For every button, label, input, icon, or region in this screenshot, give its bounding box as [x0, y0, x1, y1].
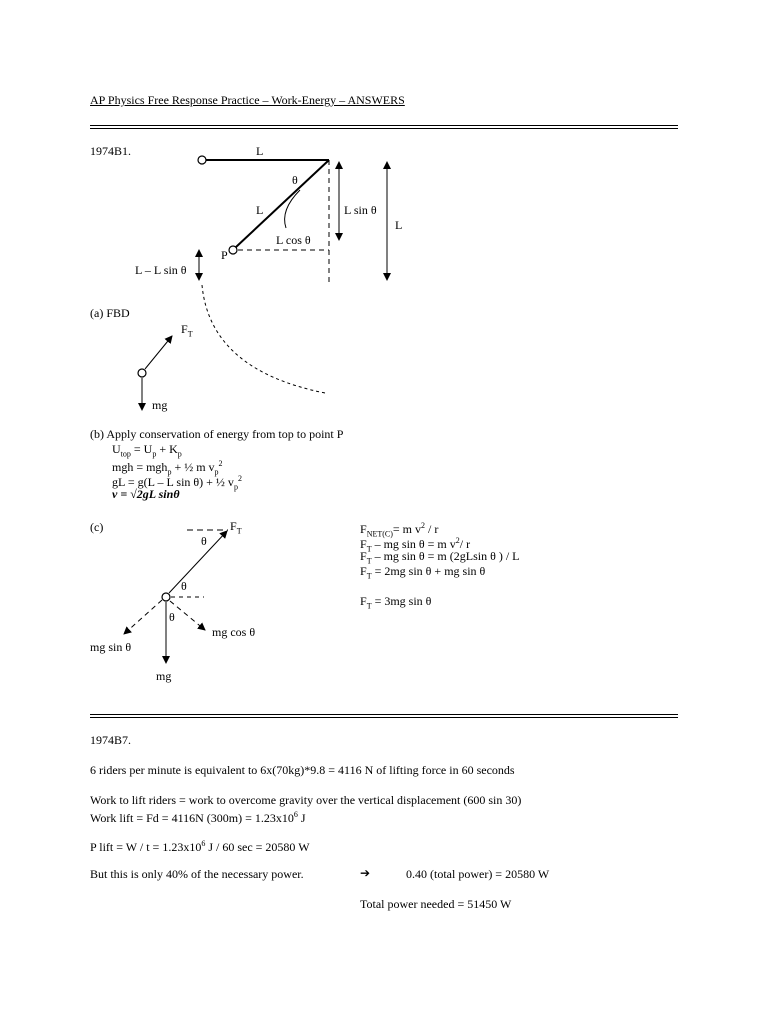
problem2-line-4: P lift = $W / t = 1.23x10^6$ J / 60 sec = 20580 W — [90, 839, 310, 854]
fbd-a-force-bottom: mg — [152, 398, 168, 412]
arrow-icon: ➔ — [360, 866, 371, 880]
page-title: AP Physics Free Response Practice – Work-Energy – ANSWERS — [90, 93, 405, 107]
fbd-c-ft: $F_T$ — [230, 519, 242, 536]
fbd-c-mg: mg — [156, 669, 172, 683]
label-l-top: L — [256, 144, 264, 158]
problem2-line-1: 6 riders per minute is equivalent to 6x(70kg)*9.8 = 4116 N of lifting force in 60 seconds — [90, 763, 515, 777]
label-theta: θ — [292, 173, 298, 187]
fbd-c-theta-2: θ — [181, 579, 187, 593]
label-l-sin: L sin θ — [344, 203, 377, 217]
problem2-line-3: Work lift = Fd = 4116N $(300m) = 1.23x10^6$ J — [90, 810, 306, 825]
pendulum-diagram — [198, 156, 387, 393]
fbd-c-mg-cos: mg cos θ — [212, 625, 256, 639]
part-b-line-3: gL = g(L – L sin θ) + ½ $v_p^2$ — [112, 474, 242, 492]
part-b-line-1: $U_{top} = U_p + K_p$ — [112, 442, 182, 459]
part-c-eq-3: $F_T$ – mg sin θ = m (2gLsin θ ) / L — [360, 549, 520, 566]
problem2-line-6: Total power needed = 51450 W — [360, 897, 512, 911]
part-b-label: (b) Apply conservation of energy from top to point P — [90, 427, 344, 441]
fbd-c — [124, 530, 228, 663]
part-c-eq-4: $F_T = 2mg$ sin θ + mg sin θ — [360, 564, 486, 581]
fbd-c-theta-1: θ — [201, 534, 207, 548]
label-l-rod: L — [256, 203, 264, 217]
label-l-cos: L cos θ — [276, 233, 311, 247]
part-c-eq-5: $F_T = 3mg$ sin θ — [360, 594, 432, 611]
problem2-line-5b: 0.40 (total power) = 20580 W — [406, 867, 550, 881]
part-b-result: v = √2gL sinθ — [112, 487, 180, 501]
part-b-line-2: mgh = mgh$_p$ + ½ m $v_p^2$ — [112, 459, 223, 477]
divider-mid-2 — [90, 717, 678, 718]
fbd-c-theta-3: θ — [169, 610, 175, 624]
divider-mid-1 — [90, 714, 678, 715]
part-c-eq-1: $F_{NET(C)}= m$ $v^2$ / r — [360, 521, 439, 539]
part-a-label: (a) FBD — [90, 306, 130, 320]
label-l-minus: L – L sin θ — [135, 263, 187, 277]
point-p-circle — [229, 246, 237, 254]
problem-id-1974b1: 1974B1. — [90, 144, 132, 158]
part-c-label: (c) — [90, 520, 104, 534]
label-p: P — [221, 248, 228, 262]
fbd-a-force-top: $F_T$ — [181, 322, 193, 339]
part-c-eq-2: $F_T$ – mg sin θ = m $v^2/$ r — [360, 536, 471, 554]
label-l-right: L — [395, 218, 403, 232]
problem2-line-2: Work to lift riders = work to overcome gravity over the vertical displacement (600 sin 30) — [90, 793, 522, 807]
pivot-circle — [198, 156, 206, 164]
problem-id-1974b7: 1974B7. — [90, 733, 132, 747]
problem2-line-5: But this is only 40% of the necessary power. — [90, 867, 304, 881]
fbd-c-mg-sin: mg sin θ — [90, 640, 132, 654]
